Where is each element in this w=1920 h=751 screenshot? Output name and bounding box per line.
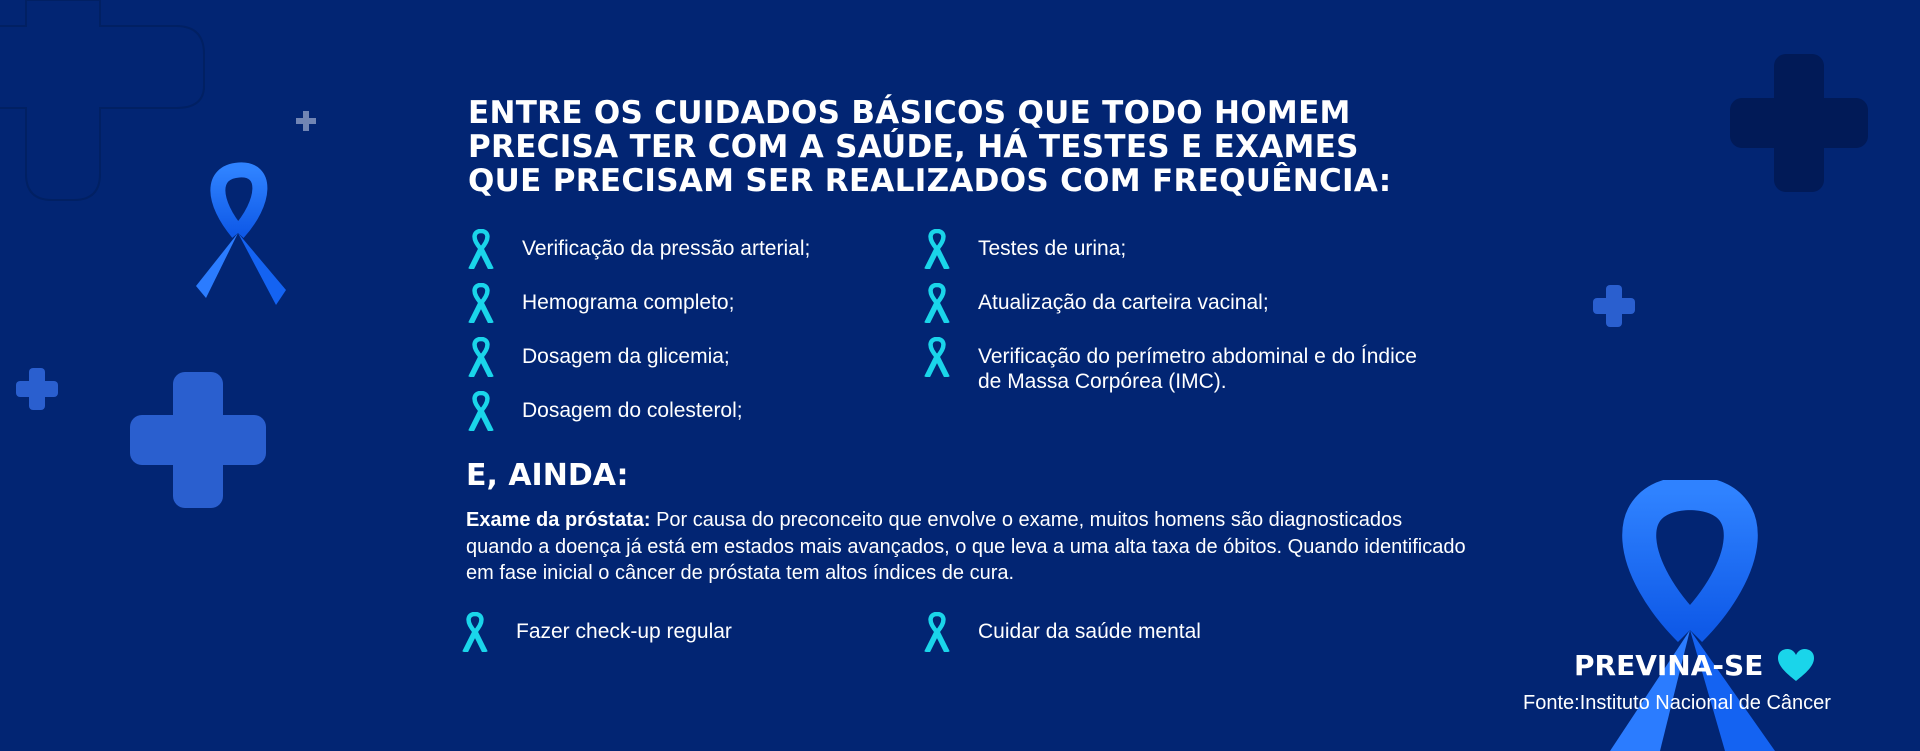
awareness-ribbon-icon (466, 283, 496, 323)
plus-cross-icon (128, 370, 268, 510)
paragraph-lead: Exame da próstata: (466, 509, 651, 531)
tip-item (922, 619, 1201, 652)
awareness-ribbon-icon (922, 283, 952, 323)
plus-cross-icon (1728, 52, 1870, 194)
checklist-item-label: Atualização da carteira vacinal; (978, 291, 1269, 314)
awareness-ribbon-icon (466, 337, 496, 377)
awareness-ribbon-icon (466, 391, 496, 431)
checklist-item (922, 290, 1269, 323)
checklist-item-label: Dosagem da glicemia; (522, 345, 730, 368)
section-subheading: E, AINDA: (466, 458, 629, 493)
checklist-item-label: Testes de urina; (978, 237, 1127, 260)
awareness-ribbon-icon (190, 160, 290, 310)
tip-label: Cuidar da saúde mental (978, 620, 1201, 643)
checklist-item-label: Verificação do perímetro abdominal e do Índice de Massa Corpórea (IMC). (978, 345, 1417, 393)
heart-icon (1777, 648, 1815, 682)
checklist-item-label: Dosagem do colesterol; (522, 399, 743, 422)
awareness-ribbon-icon (460, 612, 490, 652)
plus-cross-icon (14, 366, 60, 412)
call-to-action (1574, 648, 1815, 682)
plus-cross-icon (1591, 283, 1637, 329)
tip-item (460, 619, 732, 652)
tip-label: Fazer check-up regular (516, 620, 732, 643)
awareness-ribbon-icon (922, 612, 952, 652)
page-heading: ENTRE OS CUIDADOS BÁSICOS QUE TODO HOMEM PRECISA TER COM A SAÚDE, HÁ TESTES E EXAMES QUE PRECISAM SER REALIZADOS COM FREQUÊNCIA: (468, 95, 1392, 199)
checklist-item-label: Verificação da pressão arterial; (522, 237, 811, 260)
prostate-exam-paragraph (466, 507, 1466, 587)
plus-cross-icon (295, 110, 317, 132)
paragraph-text: Por causa do preconceito que envolve o exame, muitos homens são diagnosticados quando a doença já está em estados mais avançados, o que leva a uma alta taxa de óbitos. Quando identificado em fase inicial o câncer de próstata tem altos índices de cura. (466, 509, 1466, 584)
checklist-item-label: Hemograma completo; (522, 291, 735, 314)
checklist-item (466, 344, 730, 377)
source-credit: Fonte:Instituto Nacional de Câncer (1523, 692, 1831, 714)
checklist-item (922, 344, 1418, 394)
checklist-item (466, 398, 743, 431)
checklist-item (922, 236, 1126, 269)
outline-cross-icon (0, 0, 220, 220)
cta-label: PREVINA-SE (1574, 648, 1764, 682)
awareness-ribbon-icon (466, 229, 496, 269)
checklist-item (466, 290, 734, 323)
awareness-ribbon-icon (922, 337, 952, 377)
checklist-item (466, 236, 810, 269)
awareness-ribbon-icon (922, 229, 952, 269)
